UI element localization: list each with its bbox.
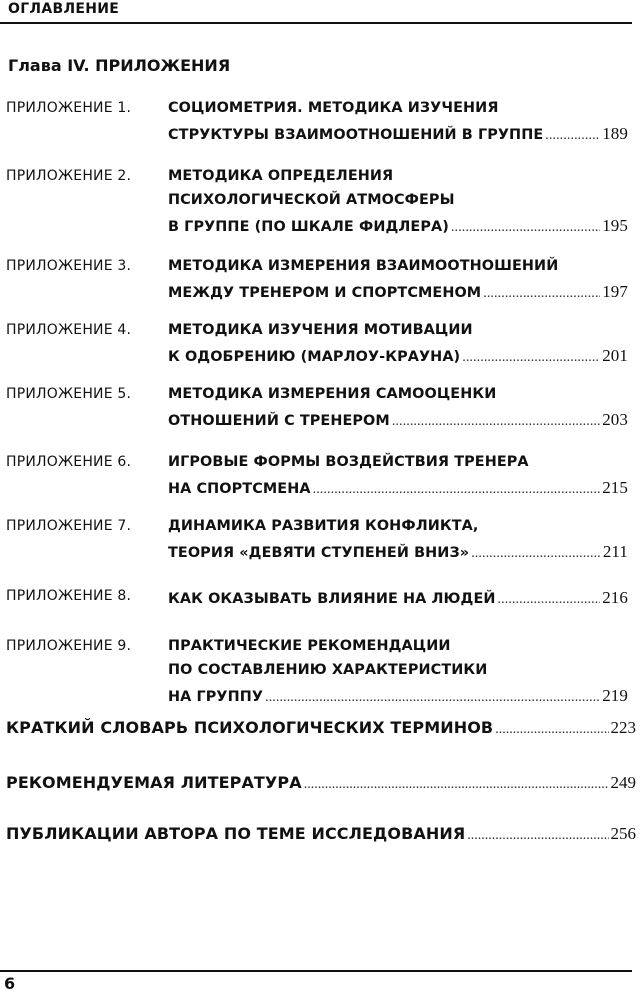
appendix-title-line	[168, 478, 628, 502]
dot-leader	[313, 482, 601, 498]
appendix-title-line: ПСИХОЛОГИЧЕСКОЙ АТМОСФЕРЫ	[168, 192, 455, 208]
appendix-title-line	[168, 686, 628, 710]
page-ref: 201	[602, 346, 628, 365]
appendix-title-line: МЕТОДИКА ОПРЕДЕЛЕНИЯ	[168, 168, 394, 184]
appendix-title-line	[168, 124, 628, 148]
page-ref: 223	[610, 718, 636, 737]
appendix-title-text: НА СПОРТСМЕНА	[168, 481, 311, 497]
appendix-title-text: МЕЖДУ ТРЕНЕРОМ И СПОРТСМЕНОМ	[168, 285, 482, 301]
appendix-title-block	[168, 258, 628, 306]
appendix-title-block	[168, 518, 628, 566]
appendix-title-line: ПРАКТИЧЕСКИЕ РЕКОМЕНДАЦИИ	[168, 638, 451, 654]
toc-entry-section-2	[6, 773, 636, 793]
dot-leader	[545, 128, 600, 144]
appendix-title-line: МЕТОДИКА ИЗМЕРЕНИЯ ВЗАИМООТНОШЕНИЙ	[168, 258, 559, 274]
appendix-label: ПРИЛОЖЕНИЕ 8.	[6, 588, 132, 604]
page-ref: 256	[610, 824, 636, 843]
appendix-title-line	[168, 346, 628, 370]
appendix-title-line	[168, 282, 628, 306]
page-ref: 189	[602, 124, 628, 143]
page-ref: 211	[602, 542, 628, 561]
page-ref: 249	[610, 773, 636, 792]
appendix-label: ПРИЛОЖЕНИЕ 2.	[6, 168, 132, 184]
appendix-title-line: СОЦИОМЕТРИЯ. МЕТОДИКА ИЗУЧЕНИЯ	[168, 100, 499, 116]
dot-leader	[483, 286, 600, 302]
header-title: ОГЛАВЛЕНИЕ	[8, 1, 120, 17]
appendix-title-line	[168, 542, 628, 566]
appendix-title-line: ПО СОСТАВЛЕНИЮ ХАРАКТЕРИСТИКИ	[168, 662, 488, 678]
appendix-title-line: МЕТОДИКА ИЗМЕРЕНИЯ САМООЦЕНКИ	[168, 386, 497, 402]
appendix-title-line: ИГРОВЫЕ ФОРМЫ ВОЗДЕЙСТВИЯ ТРЕНЕРА	[168, 454, 529, 470]
page-ref: 216	[602, 588, 628, 607]
dot-leader	[467, 828, 608, 844]
toc-entry-section-1	[6, 718, 636, 738]
appendix-title-line: МЕТОДИКА ИЗУЧЕНИЯ МОТИВАЦИИ	[168, 322, 473, 338]
page-number: 6	[4, 974, 16, 993]
footer-rule	[0, 970, 632, 972]
page-ref: 197	[602, 282, 628, 301]
page-ref: 195	[602, 216, 628, 235]
appendix-title-text: СТРУКТУРЫ ВЗАИМООТНОШЕНИЙ В ГРУППЕ	[168, 127, 544, 143]
appendix-label: ПРИЛОЖЕНИЕ 6.	[6, 454, 132, 470]
appendix-title-block	[168, 454, 628, 502]
section-title: ПУБЛИКАЦИИ АВТОРА ПО ТЕМЕ ИССЛЕДОВАНИЯ	[6, 824, 466, 843]
dot-leader	[304, 777, 609, 793]
page-ref: 215	[602, 478, 628, 497]
appendix-title-line	[168, 216, 628, 240]
appendix-title-text: НА ГРУППУ	[168, 689, 264, 705]
running-header	[0, 0, 632, 24]
appendix-title-text: ОТНОШЕНИЙ С ТРЕНЕРОМ	[168, 413, 390, 429]
appendix-title-block	[168, 168, 628, 240]
appendix-title-line: ДИНАМИКА РАЗВИТИЯ КОНФЛИКТА,	[168, 518, 479, 534]
appendix-title-block	[168, 322, 628, 370]
toc-entry-section-3	[6, 824, 636, 844]
dot-leader	[392, 414, 600, 430]
appendix-title-block	[168, 100, 628, 148]
dot-leader	[462, 350, 600, 366]
section-title: РЕКОМЕНДУЕМАЯ ЛИТЕРАТУРА	[6, 773, 302, 792]
appendix-label: ПРИЛОЖЕНИЕ 3.	[6, 258, 132, 274]
appendix-title-block	[168, 638, 628, 710]
dot-leader	[498, 592, 601, 608]
dot-leader	[495, 722, 608, 738]
appendix-label: ПРИЛОЖЕНИЕ 4.	[6, 322, 132, 338]
appendix-title-text: ТЕОРИЯ «ДЕВЯТИ СТУПЕНЕЙ ВНИЗ»	[168, 545, 470, 561]
appendix-label: ПРИЛОЖЕНИЕ 9.	[6, 638, 132, 654]
appendix-title-block	[168, 588, 628, 612]
page-ref: 203	[602, 410, 628, 429]
appendix-title-block	[168, 386, 628, 434]
section-title: КРАТКИЙ СЛОВАРЬ ПСИХОЛОГИЧЕСКИХ ТЕРМИНОВ	[6, 718, 494, 737]
chapter-title: Глава IV. ПРИЛОЖЕНИЯ	[8, 56, 231, 75]
appendix-label: ПРИЛОЖЕНИЕ 1.	[6, 100, 132, 116]
appendix-title-line	[168, 410, 628, 434]
dot-leader	[471, 546, 601, 562]
dot-leader	[451, 220, 600, 236]
appendix-title-text: КАК ОКАЗЫВАТЬ ВЛИЯНИЕ НА ЛЮДЕЙ	[168, 591, 496, 607]
page-ref: 219	[602, 686, 628, 705]
appendix-label: ПРИЛОЖЕНИЕ 5.	[6, 386, 132, 402]
appendix-label: ПРИЛОЖЕНИЕ 7.	[6, 518, 132, 534]
appendix-title-text: В ГРУППЕ (ПО ШКАЛЕ ФИДЛЕРА)	[168, 219, 449, 235]
appendix-title-line	[168, 588, 628, 612]
appendix-title-text: К ОДОБРЕНИЮ (МАРЛОУ-КРАУНА)	[168, 349, 461, 365]
dot-leader	[265, 690, 600, 706]
